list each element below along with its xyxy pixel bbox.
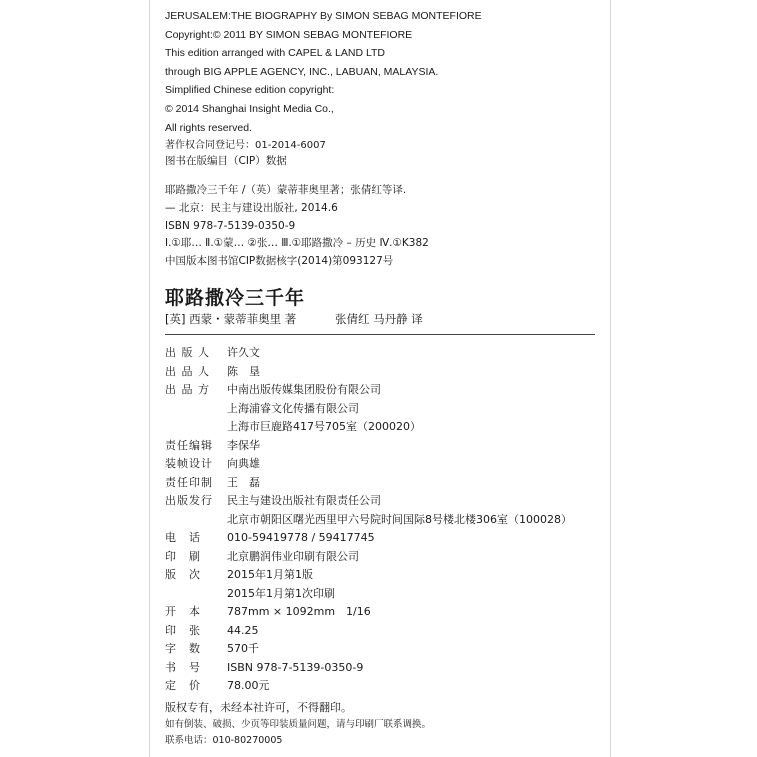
detail-value: 2015年1月第1次印刷 xyxy=(227,586,335,600)
detail-value: 787mm × 1092mm 1/16 xyxy=(227,605,371,618)
detail-value: 上海浦睿文化传播有限公司 xyxy=(227,401,359,415)
detail-value: 北京鹏润伟业印刷有限公司 xyxy=(227,549,359,563)
contract-registration-number: 著作权合同登记号：01-2014-6007 xyxy=(165,140,326,152)
detail-value: 民主与建设出版社有限责任公司 xyxy=(227,494,381,507)
detail-label: 出版发行 xyxy=(165,494,213,507)
detail-label: 电 话 xyxy=(165,531,201,544)
detail-label: 开 本 xyxy=(165,605,201,618)
detail-label: 出 品 方 xyxy=(165,383,210,396)
detail-label: 装帧设计 xyxy=(165,457,213,470)
copyright-line: Simplified Chinese edition copyright: xyxy=(165,84,335,97)
cip-heading: 图书在版编目（CIP）数据 xyxy=(165,155,287,167)
detail-label: 出 品 人 xyxy=(165,364,210,378)
copyright-line: JERUSALEM:THE BIOGRAPHY By SIMON SEBAG MONTEFIORE xyxy=(165,10,482,22)
contact-phone: 联系电话：010-80270005 xyxy=(165,735,283,746)
detail-value: 78.00元 xyxy=(227,679,270,692)
author-line xyxy=(165,311,423,327)
detail-label: 印 刷 xyxy=(165,549,201,563)
detail-value: 中南出版传媒集团股份有限公司 xyxy=(227,383,381,396)
copyright-block xyxy=(165,7,482,156)
detail-label: 定 价 xyxy=(165,679,201,692)
cip-record-number: 中国版本图书馆CIP数据核字(2014)第093127号 xyxy=(165,255,394,268)
detail-value: 44.25 xyxy=(227,623,259,637)
cip-classification: Ⅰ.①耶… Ⅱ.①蒙… ②张… Ⅲ.①耶路撒冷 – 历史 Ⅳ.①K382 xyxy=(165,237,429,250)
detail-value: 上海市巨鹿路417号705室（200020） xyxy=(227,420,421,433)
detail-label: 印 张 xyxy=(165,623,201,637)
cip-block xyxy=(165,150,429,271)
cip-line: 耶路撒冷三千年 /（英）蒙蒂菲奥里著；张倩红等译. xyxy=(165,184,407,196)
detail-label: 版 次 xyxy=(165,568,201,581)
translators: 张倩红 马丹静 译 xyxy=(335,312,423,326)
detail-label: 责任印制 xyxy=(165,475,213,489)
detail-label: 字 数 xyxy=(165,642,201,655)
copyright-line: All rights reserved. xyxy=(165,121,252,134)
cip-line: — 北京：民主与建设出版社, 2014.6 xyxy=(165,201,338,214)
detail-value: 向典雄 xyxy=(227,457,260,470)
copyright-line: This edition arranged with CAPEL & LAND LTD xyxy=(165,47,386,60)
detail-value: 许久文 xyxy=(227,346,260,359)
copyright-line: through BIG APPLE AGENCY, INC., LABUAN, MALAYSIA. xyxy=(165,65,439,78)
detail-value: 陈 垦 xyxy=(227,364,260,378)
footer-notes xyxy=(165,698,431,749)
detail-value: 570千 xyxy=(227,642,259,655)
detail-value: ISBN 978-7-5139-0350-9 xyxy=(227,660,364,674)
divider xyxy=(165,334,595,335)
copyright-line: © 2014 Shanghai Insight Media Co., xyxy=(165,102,334,115)
author: [英] 西蒙・蒙蒂菲奥里 著 xyxy=(165,312,297,326)
quality-notice: 如有倒装、破损、少页等印装质量问题，请与印刷厂联系调换。 xyxy=(165,719,432,730)
detail-label: 出 版 人 xyxy=(165,346,210,359)
detail-value: 2015年1月第1版 xyxy=(227,568,313,581)
detail-value: 李保华 xyxy=(227,438,260,452)
detail-value: 王 磊 xyxy=(227,475,260,489)
detail-label: 书 号 xyxy=(165,660,201,674)
book-title: 耶路撒冷三千年 xyxy=(165,287,306,309)
cip-isbn: ISBN 978-7-5139-0350-9 xyxy=(165,219,296,232)
copyright-notice: 版权专有，未经本社许可，不得翻印。 xyxy=(165,701,352,714)
copyright-line: Copyright:© 2011 BY SIMON SEBAG MONTEFIORE xyxy=(165,28,413,41)
detail-value: 北京市朝阳区曙光西里甲六号院时间国际8号楼北楼306室（100028） xyxy=(227,512,572,526)
detail-label: 责任编辑 xyxy=(165,438,213,452)
detail-value: 010-59419778 / 59417745 xyxy=(227,531,375,544)
